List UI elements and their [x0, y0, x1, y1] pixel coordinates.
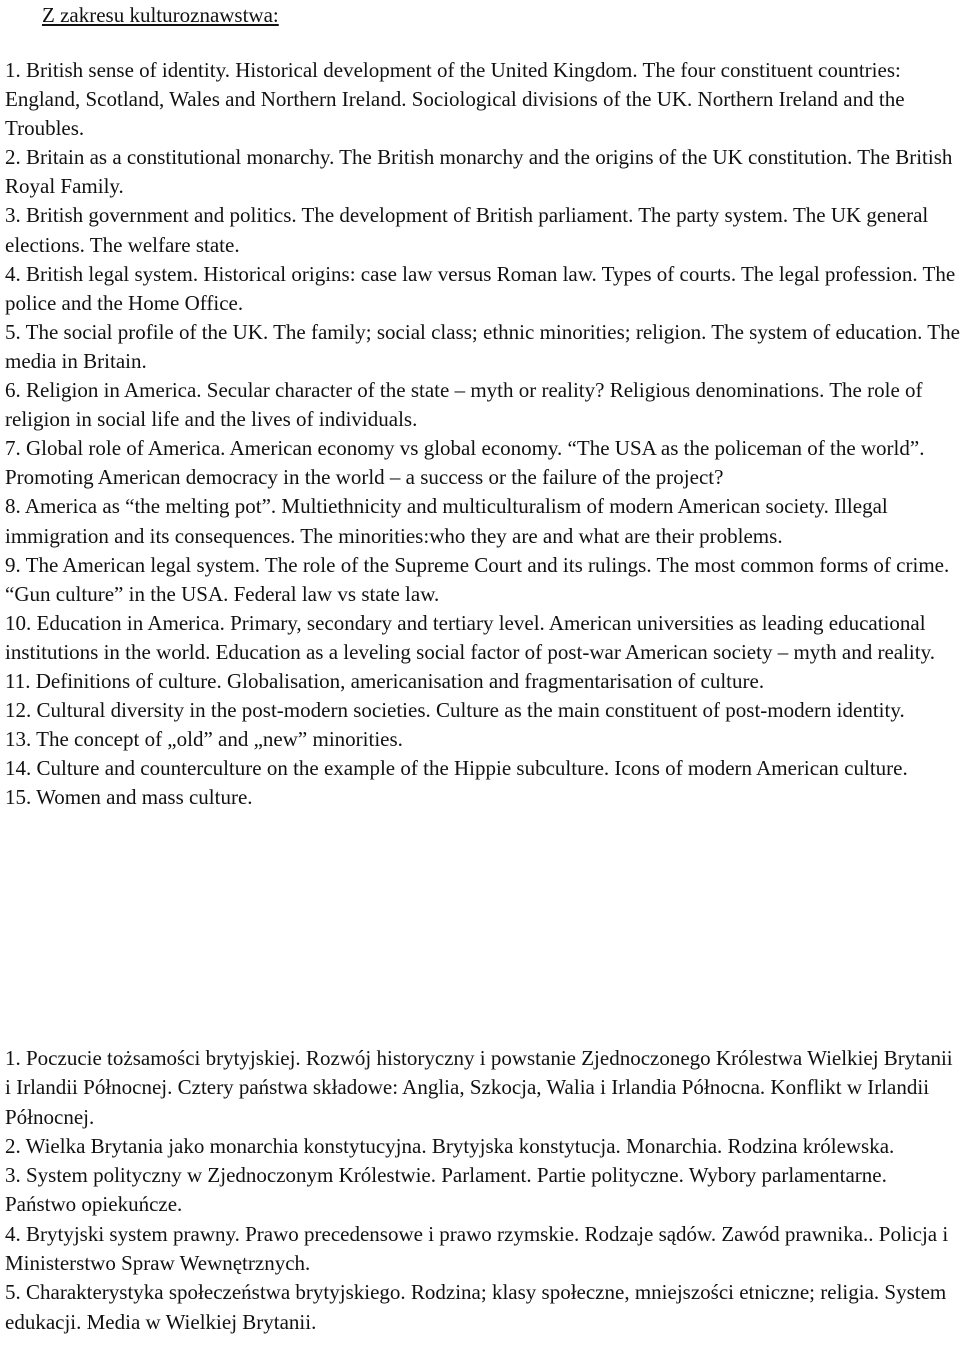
topic-item-14: 14. Culture and counterculture on the example of the Hippie subculture. Icons of modern American culture. — [5, 756, 908, 781]
section-heading: Z zakresu kulturoznawstwa: — [42, 3, 279, 27]
polish-topic-item-1: 1. Poczucie tożsamości brytyjskiej. Rozwój historyczny i powstanie Zjednoczonego Królestwa Wielkiej Brytanii i Irlandii Północnej. Cztery państwa składowe: Anglia, Szkocja, Walia i Irlandia Północna. Konflikt w Irlandii Północnej. — [5, 1046, 953, 1129]
topic-item-2: 2. Britain as a constitutional monarchy. The British monarchy and the origins of the UK constitution. The British Royal Family. — [5, 145, 953, 199]
polish-topic-item-3: 3. System polityczny w Zjednoczonym Królestwie. Parlament. Partie polityczne. Wybory parlamentarne. Państwo opiekuńcze. — [5, 1163, 887, 1217]
topic-item-12: 12. Cultural diversity in the post-modern societies. Culture as the main constituent of post-modern identity. — [5, 698, 905, 723]
topic-item-11: 11. Definitions of culture. Globalisation, americanisation and fragmentarisation of culture. — [5, 668, 765, 693]
topic-item-15: 15. Women and mass culture. — [5, 785, 253, 810]
polish-topic-item-5: 5. Charakterystyka społeczeństwa brytyjskiego. Rodzina; klasy społeczne, mniejszości etniczne; religia. System edukacji. Media w Wielkiej Brytanii. — [5, 1280, 947, 1334]
topic-item-10: 10. Education in America. Primary, secondary and tertiary level. American universities as leading educational institutions in the world. Education as a leveling social factor of post-war American society – myth and reality. — [5, 610, 935, 664]
topic-item-9: 9. The American legal system. The role of the Supreme Court and its rulings. The most common forms of crime. “Gun culture” in the USA. Federal law vs state law. — [5, 552, 950, 606]
topic-item-6: 6. Religion in America. Secular character of the state – myth or reality? Religious denominations. The role of religion in social life and the lives of individuals. — [5, 378, 923, 432]
polish-topic-list — [5, 1044, 960, 1337]
topic-item-4: 4. British legal system. Historical origins: case law versus Roman law. Types of courts. The legal profession. The police and the Home Office. — [5, 261, 956, 315]
english-topic-list — [5, 56, 960, 812]
topic-item-7: 7. Global role of America. American economy vs global economy. “The USA as the policeman of the world”. Promoting American democracy in the world – a success or the failure of the project? — [5, 436, 925, 490]
topic-item-8: 8. America as “the melting pot”. Multiethnicity and multiculturalism of modern American society. Illegal immigration and its consequences. The minorities:who they are and what are their problems. — [5, 494, 888, 548]
topic-item-5: 5. The social profile of the UK. The family; social class; ethnic minorities; religion. The system of education. The media in Britain. — [5, 319, 960, 373]
topic-item-3: 3. British government and politics. The development of British parliament. The party system. The UK general elections. The welfare state. — [5, 203, 929, 257]
polish-topic-item-2: 2. Wielka Brytania jako monarchia konstytucyjna. Brytyjska konstytucja. Monarchia. Rodzina królewska. — [5, 1133, 895, 1158]
topic-item-13: 13. The concept of „old” and „new” minorities. — [5, 727, 403, 752]
polish-topic-item-4: 4. Brytyjski system prawny. Prawo precedensowe i prawo rzymskie. Rodzaje sądów. Zawód prawnika.. Policja i Ministerstwo Spraw Wewnętrznych. — [5, 1221, 949, 1276]
topic-item-1: 1. British sense of identity. Historical development of the United Kingdom. The four constituent countries: England, Scotland, Wales and Northern Ireland. Sociological divisions of the UK. Northern Ireland and the Troubles. — [5, 58, 905, 141]
